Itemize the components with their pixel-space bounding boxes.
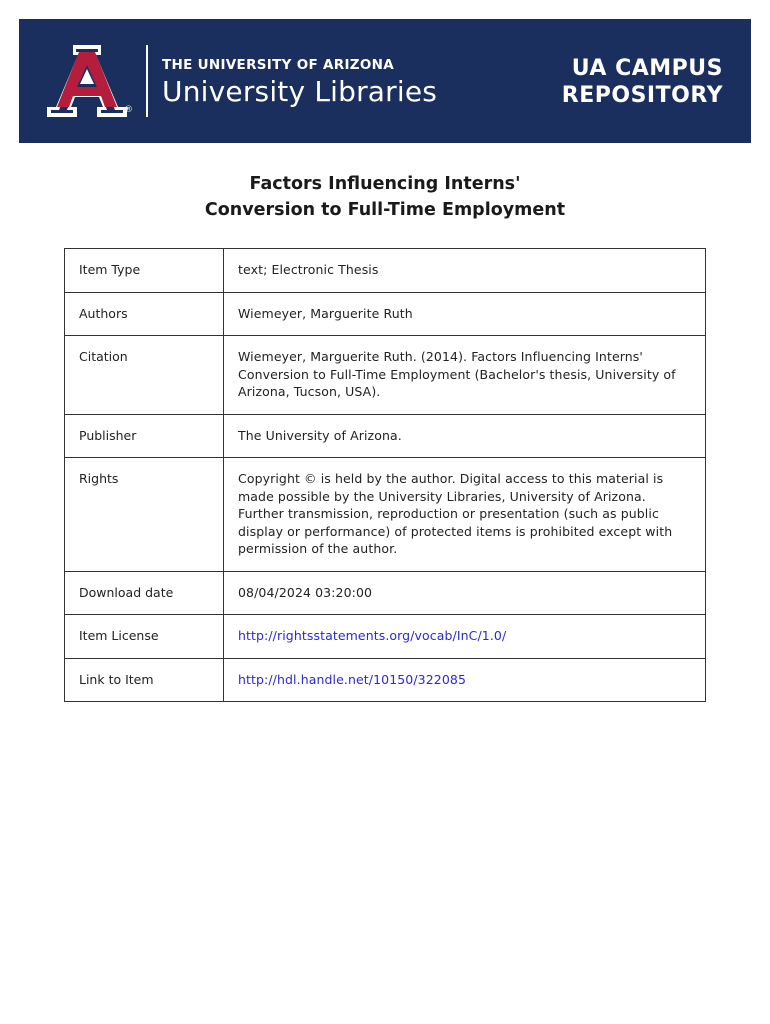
university-of-arizona-logo bbox=[43, 43, 131, 119]
row-label-item-type: Item Type bbox=[65, 249, 224, 293]
row-label-rights: Rights bbox=[65, 458, 224, 572]
item-license-link[interactable]: http://rightsstatements.org/vocab/InC/1.0/ bbox=[238, 628, 507, 643]
repository-line-2: REPOSITORY bbox=[561, 83, 723, 108]
table-row bbox=[65, 571, 706, 615]
row-value-item-type: text; Electronic Thesis bbox=[224, 249, 706, 293]
row-value-item-license bbox=[224, 615, 706, 659]
table-row bbox=[65, 336, 706, 415]
metadata-table bbox=[64, 248, 706, 702]
row-label-publisher: Publisher bbox=[65, 414, 224, 458]
row-label-item-license: Item License bbox=[65, 615, 224, 659]
document-title-line-1: Factors Influencing Interns' bbox=[249, 174, 521, 194]
registered-mark: ® bbox=[124, 105, 133, 115]
row-value-download-date: 08/04/2024 03:20:00 bbox=[224, 571, 706, 615]
row-label-link-to-item: Link to Item bbox=[65, 658, 224, 702]
table-row bbox=[65, 414, 706, 458]
row-value-publisher: The University of Arizona. bbox=[224, 414, 706, 458]
document-title-line-2: Conversion to Full-Time Employment bbox=[204, 200, 566, 220]
row-value-rights: Copyright © is held by the author. Digital access to this material is made possible by the University Libraries, University of Arizona. Further transmission, reproduction or presentation (such as public display or performance) of protected items is prohibited except with permission of the author. bbox=[224, 458, 706, 572]
document-title bbox=[60, 171, 710, 223]
libraries-name: University Libraries bbox=[162, 75, 438, 108]
row-label-authors: Authors bbox=[65, 292, 224, 336]
row-value-citation: Wiemeyer, Marguerite Ruth. (2014). Factors Influencing Interns' Conversion to Full-Time Employment (Bachelor's thesis, University of Arizona, Tucson, USA). bbox=[224, 336, 706, 415]
row-value-link-to-item bbox=[224, 658, 706, 702]
header-banner bbox=[19, 19, 751, 143]
repository-name bbox=[543, 55, 723, 109]
university-name: THE UNIVERSITY OF ARIZONA bbox=[162, 57, 394, 73]
table-row bbox=[65, 249, 706, 293]
row-label-download-date: Download date bbox=[65, 571, 224, 615]
table-row bbox=[65, 458, 706, 572]
item-handle-link[interactable]: http://hdl.handle.net/10150/322085 bbox=[238, 671, 466, 687]
row-value-authors: Wiemeyer, Marguerite Ruth bbox=[224, 292, 706, 336]
table-row bbox=[65, 658, 706, 702]
table-row bbox=[65, 292, 706, 336]
header-divider bbox=[146, 45, 148, 117]
row-label-citation: Citation bbox=[65, 336, 224, 415]
table-row bbox=[65, 615, 706, 659]
repository-line-1: UA CAMPUS bbox=[571, 56, 723, 81]
